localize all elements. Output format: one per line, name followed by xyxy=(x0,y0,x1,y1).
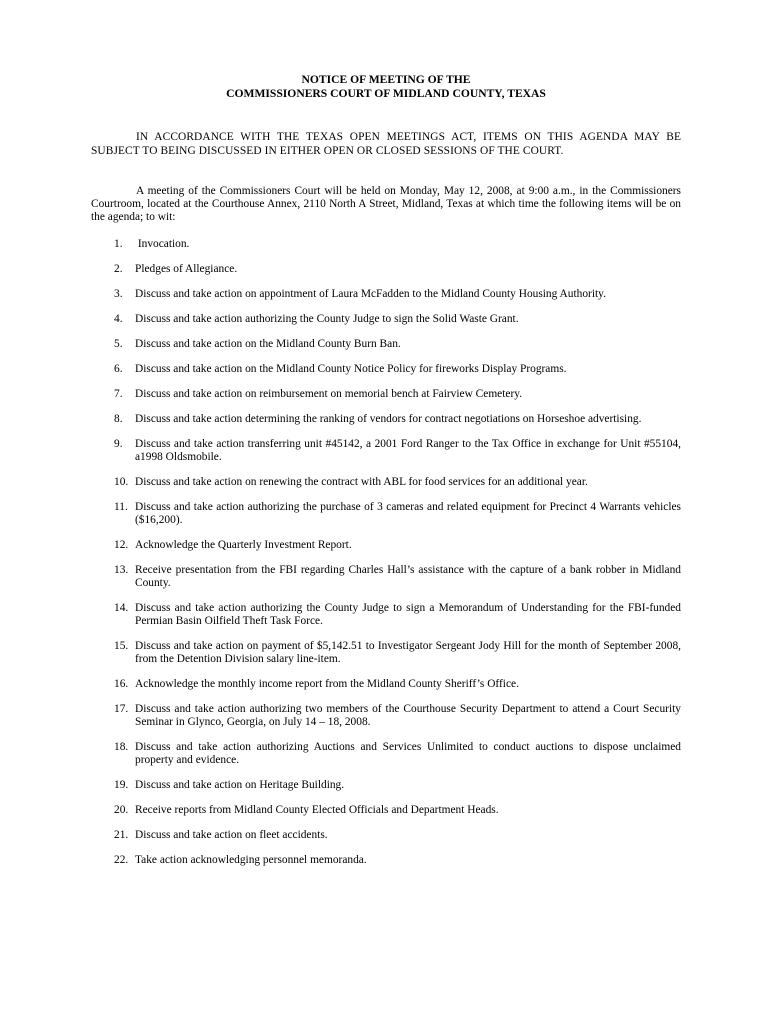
item-text: Discuss and take action determining the ranking of vendors for contract negotiations on Horseshoe advertising. xyxy=(135,413,642,425)
agenda-item xyxy=(91,854,681,867)
item-text: Receive reports from Midland County Elected Officials and Department Heads. xyxy=(135,804,499,816)
item-number: 7. xyxy=(114,388,123,400)
agenda-item xyxy=(91,564,681,590)
item-number: 13. xyxy=(114,564,129,576)
item-number: 3. xyxy=(114,288,123,300)
item-text: Discuss and take action on the Midland County Burn Ban. xyxy=(135,338,401,350)
agenda-item xyxy=(91,413,681,426)
agenda-item xyxy=(91,829,681,842)
item-text: Invocation. xyxy=(135,238,190,250)
item-number: 1. xyxy=(114,238,123,250)
item-text: Discuss and take action on renewing the contract with ABL for food services for an additional year. xyxy=(135,476,588,488)
agenda-item xyxy=(91,363,681,376)
item-number: 5. xyxy=(114,338,123,350)
item-number: 17. xyxy=(114,703,129,715)
item-text: Take action acknowledging personnel memoranda. xyxy=(135,854,367,866)
item-text: Discuss and take action transferring unit #45142, a 2001 Ford Ranger to the Tax Office in exchange for Unit #55104, a1998 Oldsmobile. xyxy=(135,438,681,463)
agenda-item xyxy=(91,539,681,552)
agenda-item xyxy=(91,703,681,729)
item-text: Discuss and take action on reimbursement on memorial bench at Fairview Cemetery. xyxy=(135,388,523,400)
agenda-item xyxy=(91,602,681,628)
title-line-1: NOTICE OF MEETING OF THE xyxy=(301,73,471,86)
agenda-item xyxy=(91,804,681,817)
document-title xyxy=(91,73,681,101)
meeting-intro: A meeting of the Commissioners Court will be held on Monday, May 12, 2008, at 9:00 a.m., in the Commissioners Courtroom, located at the Courthouse Annex, 2110 North A Street, Midland, Texas at which time the following items will be on the agenda; to wit: xyxy=(91,185,681,223)
agenda-item xyxy=(91,263,681,276)
agenda-item xyxy=(91,238,681,251)
item-number: 8. xyxy=(114,413,123,425)
item-number: 2. xyxy=(114,263,123,275)
item-text: Discuss and take action on the Midland County Notice Policy for fireworks Display Programs. xyxy=(135,363,567,375)
item-text: Receive presentation from the FBI regarding Charles Hall’s assistance with the capture of a bank robber in Midland County. xyxy=(135,564,681,589)
item-number: 12. xyxy=(114,539,129,551)
item-number: 10. xyxy=(114,476,129,488)
agenda-item xyxy=(91,338,681,351)
item-text: Discuss and take action authorizing Auctions and Services Unlimited to conduct auctions to dispose unclaimed property and evidence. xyxy=(135,741,681,766)
item-number: 14. xyxy=(114,602,129,614)
agenda-item xyxy=(91,741,681,767)
agenda-item xyxy=(91,438,681,464)
item-number: 22. xyxy=(114,854,129,866)
item-number: 21. xyxy=(114,829,129,841)
item-number: 15. xyxy=(114,640,129,652)
item-number: 6. xyxy=(114,363,123,375)
item-number: 9. xyxy=(114,438,123,450)
item-text: Acknowledge the monthly income report from the Midland County Sheriff’s Office. xyxy=(135,678,519,690)
item-number: 18. xyxy=(114,741,129,753)
agenda-item xyxy=(91,313,681,326)
agenda-item xyxy=(91,501,681,527)
agenda-item xyxy=(91,288,681,301)
item-number: 4. xyxy=(114,313,123,325)
item-number: 19. xyxy=(114,779,129,791)
item-text: Acknowledge the Quarterly Investment Report. xyxy=(135,539,352,551)
agenda-item xyxy=(91,678,681,691)
item-text: Discuss and take action on Heritage Building. xyxy=(135,779,345,791)
item-text: Discuss and take action authorizing two members of the Courthouse Security Department to attend a Court Security Seminar in Glynco, Georgia, on July 14 – 18, 2008. xyxy=(135,703,681,728)
title-line-2: COMMISSIONERS COURT OF MIDLAND COUNTY, TEXAS xyxy=(226,87,546,100)
open-meetings-notice: IN ACCORDANCE WITH THE TEXAS OPEN MEETINGS ACT, ITEMS ON THIS AGENDA MAY BE SUBJECT TO BEING DISCUSSED IN EITHER OPEN OR CLOSED SESSIONS OF THE COURT. xyxy=(91,131,681,157)
agenda-item xyxy=(91,476,681,489)
agenda-item xyxy=(91,779,681,792)
item-text: Discuss and take action authorizing the County Judge to sign a Memorandum of Understanding for the FBI-funded Permian Basin Oilfield Theft Task Force. xyxy=(135,602,681,627)
item-text: Discuss and take action authorizing the County Judge to sign the Solid Waste Grant. xyxy=(135,313,519,325)
agenda-item xyxy=(91,640,681,666)
item-text: Pledges of Allegiance. xyxy=(135,263,238,275)
agenda-list xyxy=(91,238,681,867)
item-text: Discuss and take action on fleet accidents. xyxy=(135,829,328,841)
item-number: 16. xyxy=(114,678,129,690)
agenda-item xyxy=(91,388,681,401)
item-number: 11. xyxy=(114,501,128,513)
item-text: Discuss and take action on payment of $5,142.51 to Investigator Sergeant Jody Hill for the month of September 2008, from the Detention Division salary line-item. xyxy=(135,640,681,665)
item-text: Discuss and take action on appointment of Laura McFadden to the Midland County Housing Authority. xyxy=(135,288,606,300)
item-text: Discuss and take action authorizing the purchase of 3 cameras and related equipment for Precinct 4 Warrants vehicles ($16,200). xyxy=(135,501,681,526)
item-number: 20. xyxy=(114,804,129,816)
